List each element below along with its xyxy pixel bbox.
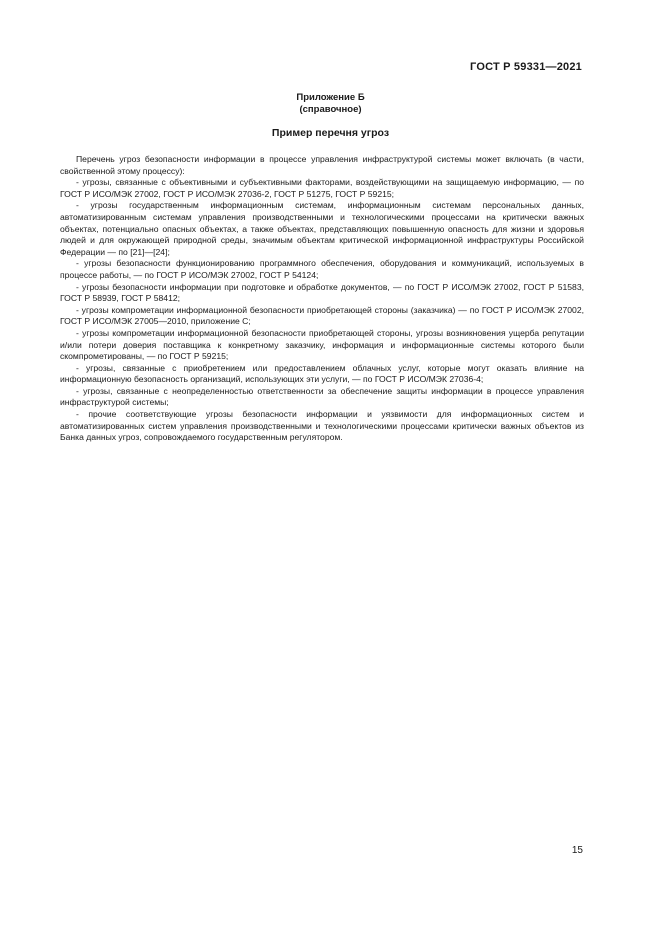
body-text <box>60 154 584 444</box>
list-item: - угрозы государственным информационным системам, информационным системам персональных данных, автоматизированным системам управления производственными и технологическими процессами на критически важных объектах, потенциально опасных объектах, а также объектах, представляющих повышенную опасность для жизни и здоровья людей и для окружающей природной среды, значимым объектам критической информационной инфраструктуры Российской Федерации — по [21]—[24]; <box>60 200 584 257</box>
list-item: - угрозы, связанные с объективными и субъективными факторами, воздействующими на защищаемую информацию, — по ГОСТ Р ИСО/МЭК 27002, ГОСТ Р ИСО/МЭК 27036-2, ГОСТ Р 51275, ГОСТ Р 59215; <box>60 177 584 199</box>
list-item: - угрозы, связанные с приобретением или предоставлением облачных услуг, которые могут оказать влияние на информационную безопасность организаций, использующих эти услуги, — по ГОСТ Р ИСО/МЭК 27036-4; <box>60 362 584 385</box>
list-item: - угрозы, связанные с неопределенностью ответственности за обеспечение защиты информации в процессе управления инфраструктурой системы; <box>60 385 584 408</box>
appendix-heading <box>0 92 661 116</box>
section-title: Пример перечня угроз <box>271 127 390 139</box>
appendix-title: Приложение Б <box>296 92 365 103</box>
paragraph: Перечень угроз безопасности информации в процессе управления инфраструктурой системы может включать (в части, свойственной этому процессу): <box>60 154 584 176</box>
list-item: - угрозы безопасности функционированию программного обеспечения, оборудования и коммуникаций, используемых в процессе работы, — по ГОСТ Р ИСО/МЭК 27002, ГОСТ Р 54124; <box>60 258 584 280</box>
document-code: ГОСТ Р 59331—2021 <box>470 61 582 73</box>
appendix-subtitle: (справочное) <box>299 104 362 115</box>
list-item: - угрозы безопасности информации при подготовке и обработке документов, — по ГОСТ Р ИСО/МЭК 27002, ГОСТ Р 51583, ГОСТ Р 58939, ГОСТ Р 58412; <box>60 281 584 304</box>
list-item: - угрозы компрометации информационной безопасности приобретающей стороны (заказчика) — по ГОСТ Р ИСО/МЭК 27002, ГОСТ Р ИСО/МЭК 27005—2010, приложение С; <box>60 304 584 327</box>
list-item: - прочие соответствующие угрозы безопасности информации и уязвимости для информационных систем и автоматизированных систем управления производственными и технологическими процессами критически важных объектов из Банка данных угроз, сопровождаемого государственным регулятором. <box>60 409 584 443</box>
page-number: 15 <box>571 845 583 856</box>
list-item: - угрозы компрометации информационной безопасности приобретающей стороны, угрозы возникновения ущерба репутации и/или потери доверия поставщика к конкретному заказчику, информация и информационные системы которого были скомпрометированы, — по ГОСТ Р 59215; <box>60 327 584 362</box>
